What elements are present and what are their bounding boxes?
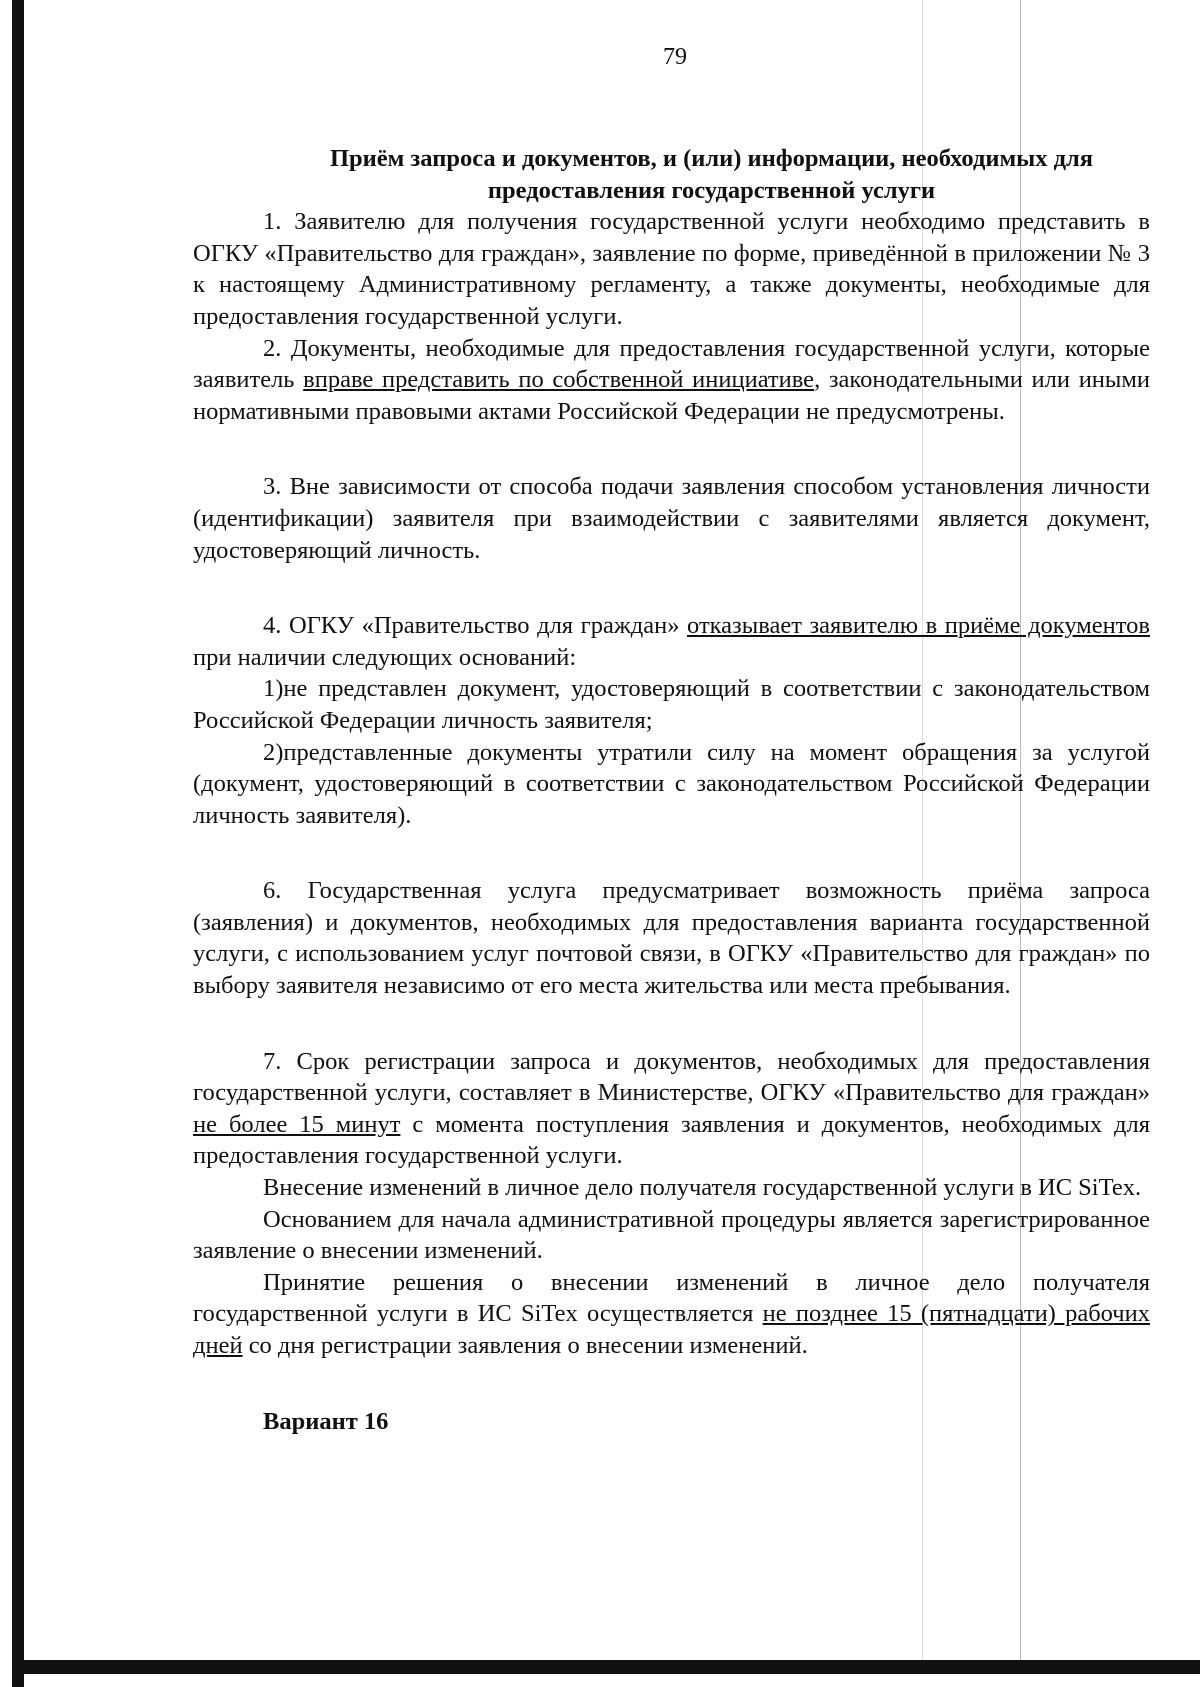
variant-heading: Вариант 16 — [263, 1407, 389, 1435]
paragraph-7: 7. Срок регистрации запроса и документов, необходимых для предоставления государственной услуги, составляет в Министерстве, ОГКУ «Правительство для граждан» не более 15 минут с момента поступления заявления и документов, необходимых для предоставления государственной услуги. — [193, 1047, 1150, 1170]
page-number: 79 — [663, 44, 687, 70]
document-body — [193, 143, 1150, 1437]
paragraph-1: 1. Заявителю для получения государственной услуги необходимо представить в ОГКУ «Правительство для граждан», заявление по форме, приведённой в приложении № 3 к настоящему Административному регламенту, а также документы, необходимые для предоставления государственной услуги. — [193, 208, 1150, 330]
paragraph-4: 4. ОГКУ «Правительство для граждан» отказывает заявителю в приёме документов при наличии следующих оснований: — [193, 612, 1150, 671]
paragraph-6: 6. Государственная услуга предусматривает возможность приёма запроса (заявления) и документов, необходимых для предоставления варианта государственной услуги, с использованием услуг почтовой связи, в ОГКУ «Правительство для граждан» по выбору заявителя независимо от его места жительства или места пребывания. — [193, 877, 1150, 1000]
paragraph-10: Принятие решения о внесении изменений в личное дело получателя государственной услуги в ИС SiTex осуществляется не позднее 15 (пятнадцати) рабочих дней со дня регистрации заявления о внесении изменений. — [193, 1268, 1150, 1359]
paragraph-2: 2. Документы, необходимые для предоставления государственной услуги, которые заявитель вправе представить по собственной инициативе, законодательными или иными нормативными правовыми актами Российской Федерации не предусмотрены. — [193, 334, 1150, 425]
scan-bottom-border — [24, 1660, 1200, 1674]
paragraph-3: 3. Вне зависимости от способа подачи заявления способом установления личности (идентификации) заявителя при взаимодействии с заявителями является документ, удостоверяющий личность. — [193, 473, 1150, 564]
paragraph-4-item-1: 1)не представлен документ, удостоверяющий в соответствии с законодательством Российской Федерации личность заявителя; — [193, 675, 1150, 734]
scan-left-border — [12, 0, 24, 1687]
paragraph-8: Внесение изменений в личное дело получателя государственной услуги в ИС SiTex. — [263, 1174, 1142, 1202]
section-title: Приём запроса и документов, и (или) информации, необходимых для предоставления государственной услуги — [329, 145, 1094, 204]
paragraph-4-item-2: 2)представленные документы утратили силу на момент обращения за услугой (документ, удостоверяющий в соответствии с законодательством Российской Федерации личность заявителя). — [193, 738, 1150, 829]
paragraph-9: Основанием для начала административной процедуры является зарегистрированное заявление о внесении изменений. — [193, 1205, 1150, 1265]
